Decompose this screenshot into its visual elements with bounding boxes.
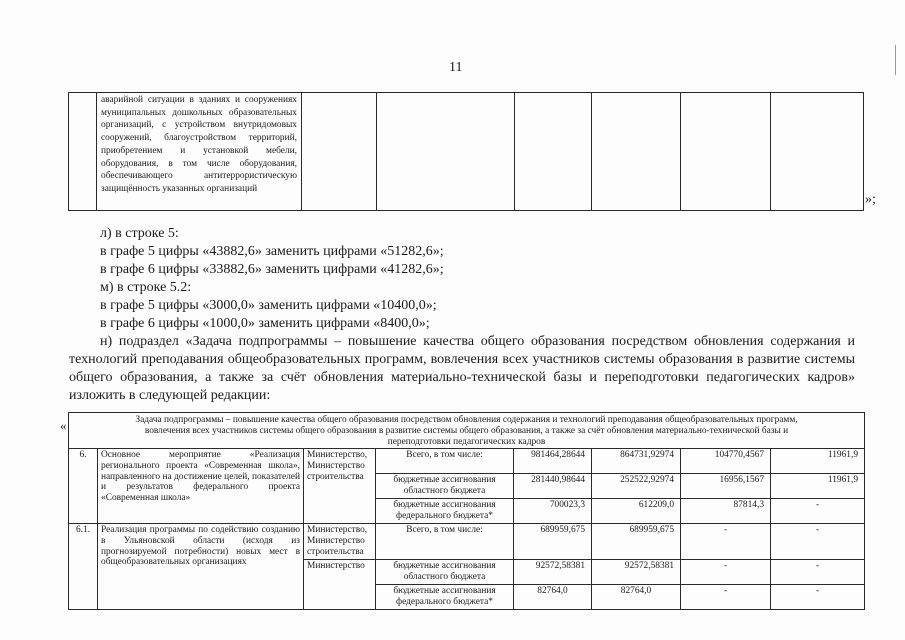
closing-quote: »;	[865, 192, 876, 207]
funding-source: бюджетные ассигнования областного бюджета	[376, 474, 514, 499]
task-header: Задача подпрограммы – повышение качества общего образования посредством обновления содержания и технологий преподавания общеобразовательных программ, вовлечения всех участников системы общего образования в развитие системы общего образования, а также за счёт обновления материально-технической базы и переподготовки педагогических кадров	[69, 413, 865, 449]
value-cell: -	[771, 560, 865, 585]
table-cell	[681, 93, 771, 211]
opening-quote: «	[60, 418, 67, 433]
page-number: 11	[449, 60, 463, 75]
value-cell: -	[681, 524, 771, 560]
funding-source: бюджетные ассигнования федерального бюджета*	[376, 499, 514, 524]
table-cell	[771, 93, 864, 211]
paragraph: л) в строке 5:	[100, 226, 179, 241]
value-cell: 11961,9	[771, 449, 865, 474]
value-cell: 92572,58381	[592, 560, 681, 585]
continuation-table	[68, 92, 864, 211]
value-cell: 689959,675	[592, 524, 681, 560]
paragraph: м) в строке 5.2:	[100, 280, 192, 295]
value-cell: -	[771, 524, 865, 560]
event-description: аварийной ситуации в зданиях и сооружениях муниципальных дошкольных образовательных организаций, с устройством внутридомовых сооружений, благоустройством территорий, приобретением и установкой мебели, оборудования, в том числе оборудования, обеспечивающего антитеррористическую защищённость указанных организаций	[97, 93, 302, 211]
event-name: Реализация программы по содействию созданию в Ульяновской области (исходя из прогнозируемой потребности) новых мест в общеобразовательных организациях	[98, 524, 304, 610]
funding-source: Всего, в том числе:	[376, 524, 514, 560]
value-cell: 82764,0	[592, 585, 681, 610]
value-cell: 87814,3	[681, 499, 771, 524]
value-cell: -	[681, 560, 771, 585]
value-cell: 252522,92974	[592, 474, 681, 499]
value-cell: -	[771, 585, 865, 610]
value-cell: -	[681, 585, 771, 610]
paragraph: в графе 6 цифры «1000,0» заменить цифрами «8400,0»;	[100, 316, 430, 331]
paragraph: в графе 5 цифры «43882,6» заменить цифрами «51282,6»;	[100, 244, 444, 259]
value-cell: 104770,4567	[681, 449, 771, 474]
value-cell: -	[771, 499, 865, 524]
subprogram-table	[68, 412, 865, 610]
table-cell	[592, 93, 681, 211]
funding-source: Всего, в том числе:	[376, 449, 514, 474]
row-number: 6.	[69, 449, 98, 524]
event-name: Основное мероприятие «Реализация регионального проекта «Современная школа», направленного на достижение целей, показателей и результатов федерального проекта «Современная школа»	[98, 449, 304, 524]
value-cell: 689959,675	[514, 524, 592, 560]
value-cell: 700023,3	[514, 499, 592, 524]
value-cell: 82764,0	[514, 585, 592, 610]
executor: Министерство	[304, 560, 376, 610]
executor: Министерство, Министерство строительства	[304, 524, 376, 560]
table-cell	[302, 93, 377, 211]
paragraph: в графе 5 цифры «3000,0» заменить цифрами «10400,0»;	[100, 298, 437, 313]
value-cell: 864731,92974	[592, 449, 681, 474]
table-cell	[515, 93, 592, 211]
value-cell: 92572,58381	[514, 560, 592, 585]
value-cell: 11961,9	[771, 474, 865, 499]
funding-source: бюджетные ассигнования федерального бюджета*	[376, 585, 514, 610]
value-cell: 16956,1567	[681, 474, 771, 499]
scan-mark	[895, 45, 897, 75]
paragraph: н) подраздел «Задача подпрограммы – повышение качества общего образования посредством обновления содержания и технологий преподавания общеобразовательных программ, вовлечения всех участников системы образования в развитие системы общего образования, а также за счёт обновления материально-технической базы и переподготовки педагогических кадров» изложить в следующей редакции:	[69, 334, 855, 403]
value-cell: 981464,28644	[514, 449, 592, 474]
table-cell	[69, 93, 97, 211]
value-cell: 281440,98644	[514, 474, 592, 499]
funding-source: бюджетные ассигнования областного бюджета	[376, 560, 514, 585]
value-cell: 612209,0	[592, 499, 681, 524]
paragraph: в графе 6 цифры «33882,6» заменить цифрами «41282,6»;	[100, 262, 444, 277]
executor: Министерство, Министерство строительства	[304, 449, 376, 524]
amendment-text	[69, 225, 855, 405]
row-number: 6.1.	[69, 524, 98, 610]
table-cell	[377, 93, 515, 211]
